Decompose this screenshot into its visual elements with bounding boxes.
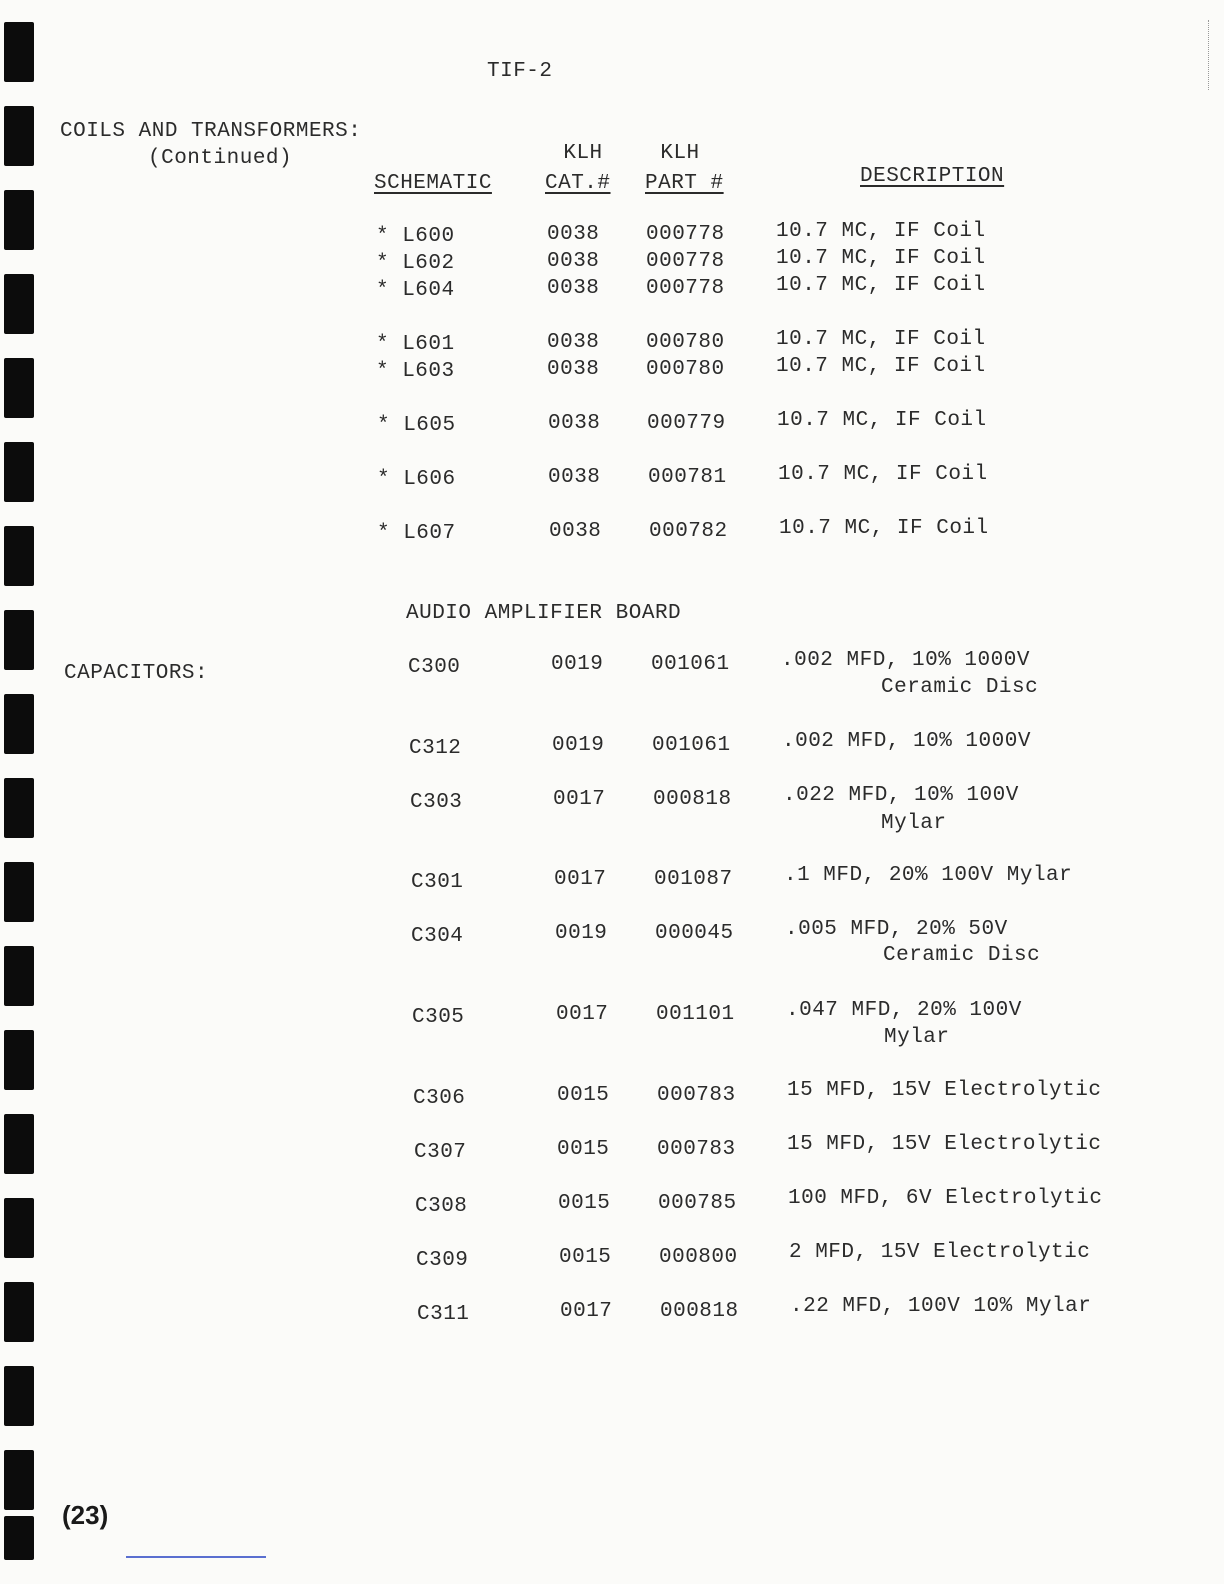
cap-part: 000783 [657, 1084, 736, 1107]
cap-schematic: C307 [414, 1141, 467, 1164]
audio-board-title: AUDIO AMPLIFIER BOARD [406, 602, 682, 625]
cap-desc: .005 MFD, 20% 50V [785, 918, 1008, 941]
cap-part: 001061 [651, 653, 730, 676]
cap-desc: 15 MFD, 15V Electrolytic [787, 1079, 1102, 1102]
coil-cat: 0038 [548, 466, 601, 489]
coil-cat: 0038 [547, 358, 600, 381]
cap-cat: 0015 [558, 1192, 611, 1215]
cap-part: 000785 [658, 1192, 737, 1215]
coil-desc: 10.7 MC, IF Coil [777, 409, 987, 432]
cap-schematic: C311 [417, 1303, 470, 1326]
coil-cat: 0038 [547, 277, 600, 300]
capacitors-label: CAPACITORS: [64, 662, 209, 685]
col-header-part: PART # [645, 172, 724, 195]
cap-part: 001087 [654, 868, 733, 891]
coil-part: 000778 [646, 223, 725, 246]
coil-desc: 10.7 MC, IF Coil [776, 274, 986, 297]
coil-schematic: * L605 [377, 414, 456, 437]
cap-desc: .002 MFD, 10% 1000V [781, 649, 1030, 672]
cap-desc-line2: Mylar [881, 812, 947, 835]
cap-desc: 15 MFD, 15V Electrolytic [787, 1133, 1102, 1156]
section-subtitle: (Continued) [148, 147, 293, 170]
cap-schematic: C301 [411, 871, 464, 894]
page-number: (23) [62, 1500, 109, 1530]
cap-cat: 0017 [554, 868, 607, 891]
cap-cat: 0015 [557, 1084, 610, 1107]
cap-desc: .047 MFD, 20% 100V [786, 999, 1022, 1022]
cap-part: 001101 [656, 1003, 735, 1026]
cap-cat: 0017 [560, 1300, 613, 1323]
col-header-cat: CAT.# [545, 172, 611, 195]
coil-part: 000779 [647, 412, 726, 435]
coil-desc: 10.7 MC, IF Coil [776, 328, 986, 351]
cap-desc-line2: Ceramic Disc [883, 944, 1041, 967]
cap-cat: 0015 [559, 1246, 612, 1269]
cap-schematic: C312 [409, 737, 462, 760]
col-header-cat-line1: KLH [563, 142, 603, 165]
coil-part: 000778 [646, 250, 725, 273]
coil-desc: 10.7 MC, IF Coil [776, 220, 986, 243]
cap-schematic: C303 [410, 791, 463, 814]
cap-desc: .1 MFD, 20% 100V Mylar [784, 864, 1073, 887]
col-header-description: DESCRIPTION [860, 165, 1005, 188]
cap-cat: 0017 [553, 788, 606, 811]
coil-desc: 10.7 MC, IF Coil [778, 463, 988, 486]
coil-cat: 0038 [547, 250, 600, 273]
section-title: COILS AND TRANSFORMERS: [60, 120, 362, 143]
coil-schematic: * L603 [376, 360, 455, 383]
cap-desc: .022 MFD, 10% 100V [783, 784, 1019, 807]
page-edge-mark [1208, 20, 1215, 90]
coil-schematic: * L606 [377, 468, 456, 491]
cap-part: 000818 [660, 1300, 739, 1323]
cap-desc-line2: Ceramic Disc [881, 676, 1039, 699]
coil-cat: 0038 [547, 223, 600, 246]
cap-cat: 0015 [557, 1138, 610, 1161]
coil-desc: 10.7 MC, IF Coil [776, 247, 986, 270]
cap-part: 001061 [652, 734, 731, 757]
cap-cat: 0017 [556, 1003, 609, 1026]
cap-schematic: C306 [413, 1087, 466, 1110]
coil-cat: 0038 [547, 331, 600, 354]
cap-desc: 2 MFD, 15V Electrolytic [789, 1241, 1091, 1264]
coil-schematic: * L607 [377, 522, 456, 545]
coil-schematic: * L602 [376, 252, 455, 275]
cap-part: 000800 [659, 1246, 738, 1269]
coil-schematic: * L600 [376, 225, 455, 248]
cap-desc: 100 MFD, 6V Electrolytic [788, 1187, 1103, 1210]
coil-schematic: * L601 [376, 333, 455, 356]
cap-desc-line2: Mylar [884, 1026, 950, 1049]
col-header-schematic: SCHEMATIC [374, 172, 492, 195]
cap-schematic: C300 [408, 656, 461, 679]
cap-cat: 0019 [555, 922, 608, 945]
coil-desc: 10.7 MC, IF Coil [776, 355, 986, 378]
cap-part: 000818 [653, 788, 732, 811]
coil-part: 000782 [649, 520, 728, 543]
coil-cat: 0038 [549, 520, 602, 543]
coil-desc: 10.7 MC, IF Coil [779, 517, 989, 540]
coil-part: 000778 [646, 277, 725, 300]
cap-schematic: C304 [411, 925, 464, 948]
coil-part: 000781 [648, 466, 727, 489]
coil-cat: 0038 [548, 412, 601, 435]
cap-desc: .22 MFD, 100V 10% Mylar [790, 1295, 1092, 1318]
coil-part: 000780 [646, 358, 725, 381]
bottom-rule [126, 1556, 266, 1558]
cap-cat: 0019 [551, 653, 604, 676]
cap-schematic: C309 [416, 1249, 469, 1272]
cap-part: 000783 [657, 1138, 736, 1161]
cap-part: 000045 [655, 922, 734, 945]
coil-schematic: * L604 [376, 279, 455, 302]
cap-desc: .002 MFD, 10% 1000V [782, 730, 1031, 753]
coil-part: 000780 [646, 331, 725, 354]
col-header-part-line1: KLH [660, 142, 700, 165]
cap-cat: 0019 [552, 734, 605, 757]
cap-schematic: C305 [412, 1006, 465, 1029]
doc-code: TIF-2 [487, 60, 553, 83]
spiral-binding [0, 0, 40, 1584]
cap-schematic: C308 [415, 1195, 468, 1218]
